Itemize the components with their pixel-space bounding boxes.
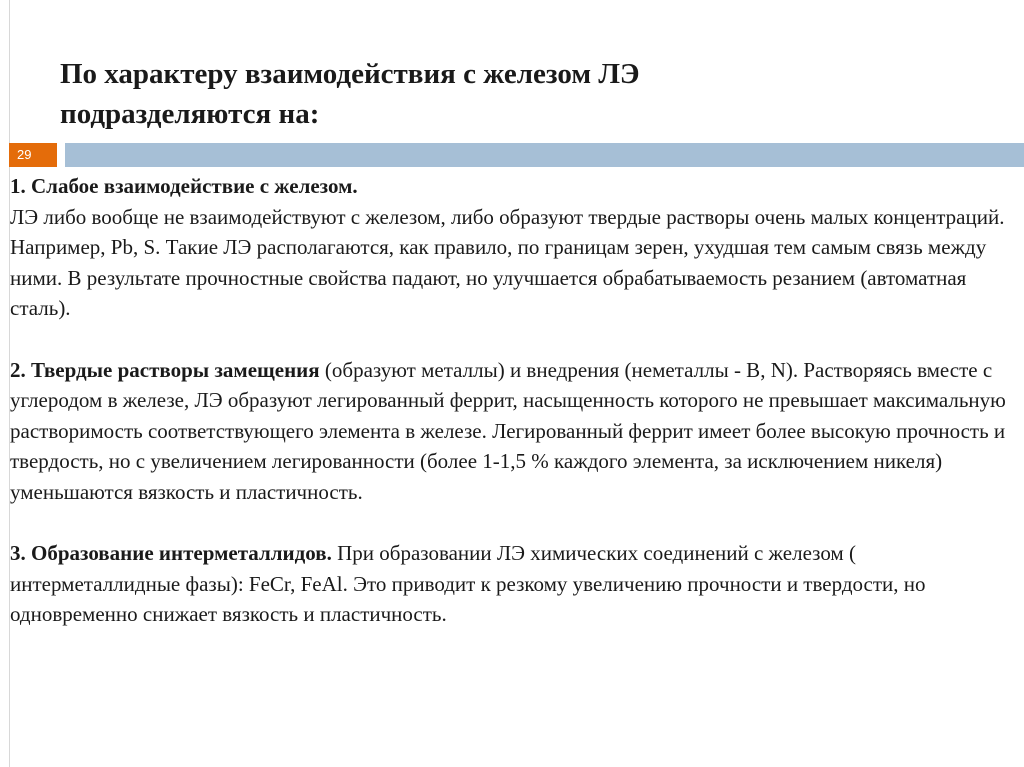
section-heading: 1. Слабое взаимодействие с железом.: [10, 174, 358, 198]
section-intermetallides: [10, 538, 1015, 630]
section-text: При образовании ЛЭ химических соединений с железом ( интерметаллидные фазы): FeCr, FeAl. Это приводит к резкому увеличению прочности и твердости, но одновременно снижает вязкость и пластичность.: [10, 541, 926, 627]
slide-title-line-1: По характеру взаимодействия с железом ЛЭ: [60, 58, 640, 90]
section-text: ЛЭ либо вообще не взаимодействуют с железом, либо образуют твердые растворы очень малых концентраций. Например, Pb, S. Такие ЛЭ располагаются, как правило, по границам зерен, ухудшая тем самым связь между ними. В результате прочностные свойства падают, но улучшается обрабатываемость резанием (автоматная сталь).: [10, 204, 1005, 321]
section-paragraph: [10, 355, 1015, 508]
slide-body: [10, 171, 1015, 661]
section-text: (образуют металлы) и внедрения (неметаллы - B, N). Растворяясь вместе с углеродом в железе, ЛЭ образуют легированный феррит, насыщенность которого не превышает максимальную растворимость соответствующего элемента в железе. Легированный феррит имеет более высокую прочность и твердость, но с увеличением легированности (более 1-1,5 % каждого элемента, за исключением никеля) уменьшаются вязкость и пластичность.: [10, 357, 1006, 504]
section-paragraph: [10, 538, 1015, 630]
section-solid-solutions: [10, 355, 1015, 508]
slide-title-line-2: подразделяются на:: [60, 98, 320, 130]
slide-title: [60, 54, 960, 134]
header-accent-bar: [65, 143, 1024, 167]
section-heading: 2. Твердые растворы замещения: [10, 357, 320, 382]
section-heading: 3. Образование интерметаллидов.: [10, 541, 332, 566]
section-weak-interaction: [10, 171, 1015, 324]
slide-number-badge: 29: [9, 143, 57, 167]
